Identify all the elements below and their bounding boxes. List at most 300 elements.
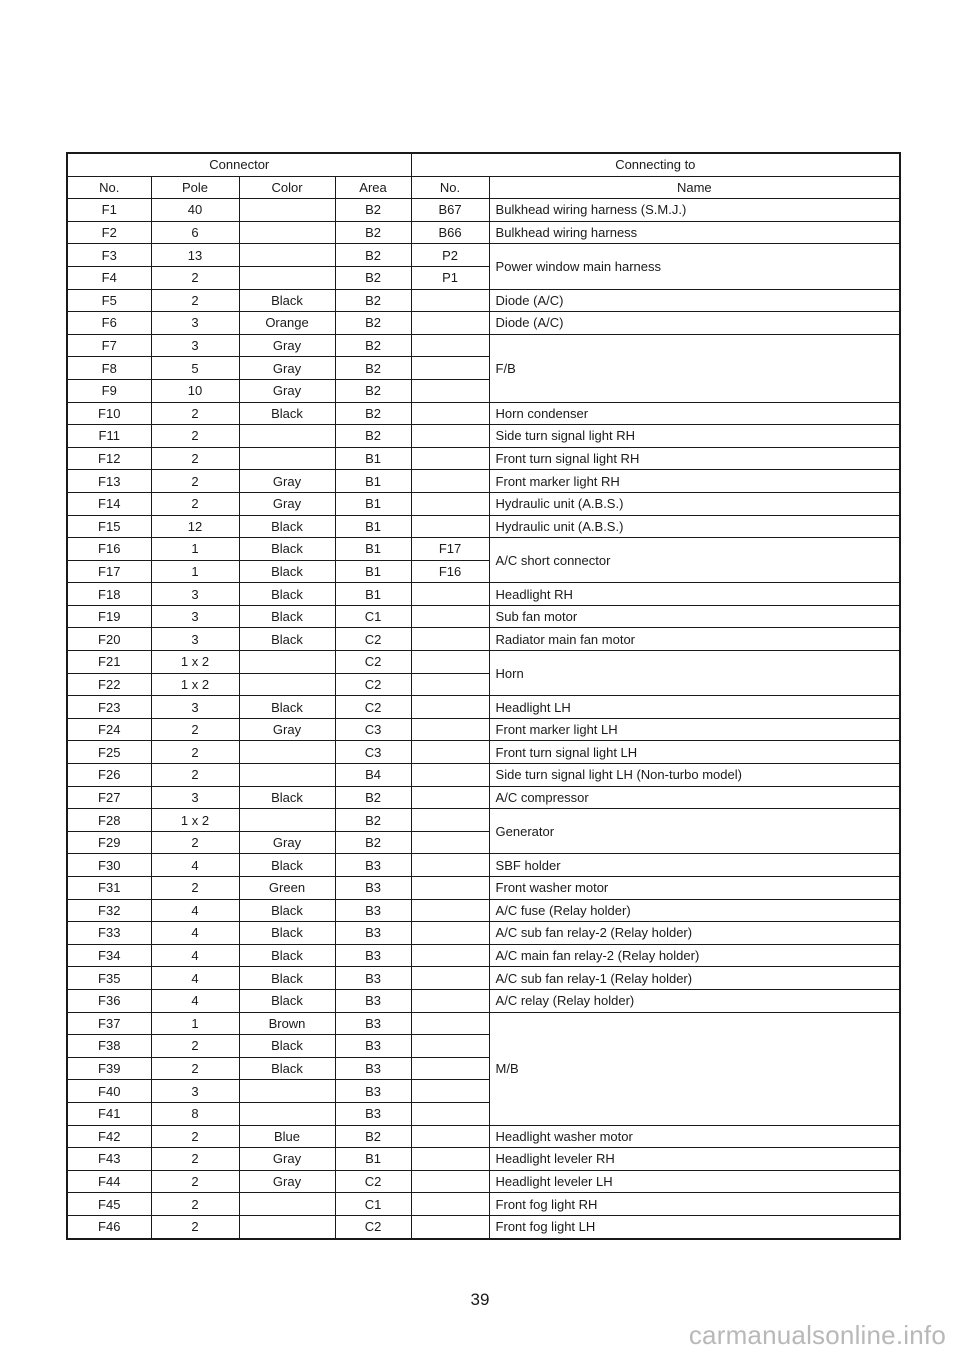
cell-pole: 2 bbox=[151, 1035, 239, 1058]
table-row bbox=[67, 628, 900, 651]
cell-area: B1 bbox=[335, 515, 411, 538]
cell-area: C2 bbox=[335, 696, 411, 719]
cell-to-no bbox=[411, 583, 489, 606]
cell-no: F29 bbox=[67, 831, 151, 854]
cell-name: Side turn signal light RH bbox=[489, 425, 900, 448]
cell-no: F35 bbox=[67, 967, 151, 990]
cell-area: B1 bbox=[335, 538, 411, 561]
cell-to-no bbox=[411, 922, 489, 945]
cell-area: B1 bbox=[335, 583, 411, 606]
cell-to-no bbox=[411, 1080, 489, 1103]
cell-color: Black bbox=[239, 967, 335, 990]
cell-pole: 2 bbox=[151, 492, 239, 515]
cell-area: B2 bbox=[335, 312, 411, 335]
cell-area: B2 bbox=[335, 786, 411, 809]
cell-name: Bulkhead wiring harness (S.M.J.) bbox=[489, 199, 900, 222]
table-row bbox=[67, 334, 900, 357]
cell-name: A/C sub fan relay-2 (Relay holder) bbox=[489, 922, 900, 945]
cell-no: F31 bbox=[67, 877, 151, 900]
cell-area: C2 bbox=[335, 673, 411, 696]
cell-to-no bbox=[411, 1125, 489, 1148]
cell-no: F5 bbox=[67, 289, 151, 312]
header-column-row bbox=[67, 176, 900, 199]
table-row bbox=[67, 402, 900, 425]
cell-to-no bbox=[411, 470, 489, 493]
cell-to-no bbox=[411, 877, 489, 900]
cell-pole: 6 bbox=[151, 221, 239, 244]
cell-pole: 1 bbox=[151, 538, 239, 561]
cell-to-no bbox=[411, 425, 489, 448]
cell-pole: 3 bbox=[151, 334, 239, 357]
cell-color bbox=[239, 673, 335, 696]
cell-area: B2 bbox=[335, 402, 411, 425]
table-row bbox=[67, 312, 900, 335]
cell-color: Black bbox=[239, 538, 335, 561]
cell-area: B4 bbox=[335, 764, 411, 787]
table-row bbox=[67, 289, 900, 312]
header-area: Area bbox=[335, 176, 411, 199]
cell-color: Blue bbox=[239, 1125, 335, 1148]
cell-area: B1 bbox=[335, 492, 411, 515]
cell-color: Black bbox=[239, 786, 335, 809]
table-row bbox=[67, 696, 900, 719]
cell-no: F18 bbox=[67, 583, 151, 606]
cell-no: F41 bbox=[67, 1102, 151, 1125]
cell-no: F27 bbox=[67, 786, 151, 809]
cell-color: Black bbox=[239, 583, 335, 606]
cell-color: Black bbox=[239, 922, 335, 945]
cell-pole: 2 bbox=[151, 1193, 239, 1216]
cell-color bbox=[239, 244, 335, 267]
cell-to-no bbox=[411, 1148, 489, 1171]
cell-color bbox=[239, 1080, 335, 1103]
header-name: Name bbox=[489, 176, 900, 199]
cell-pole: 2 bbox=[151, 266, 239, 289]
cell-no: F39 bbox=[67, 1057, 151, 1080]
cell-pole: 4 bbox=[151, 922, 239, 945]
header-no: No. bbox=[67, 176, 151, 199]
table-row bbox=[67, 786, 900, 809]
cell-no: F20 bbox=[67, 628, 151, 651]
table-row bbox=[67, 583, 900, 606]
cell-no: F10 bbox=[67, 402, 151, 425]
cell-to-no bbox=[411, 989, 489, 1012]
cell-to-no: F17 bbox=[411, 538, 489, 561]
cell-to-no bbox=[411, 605, 489, 628]
cell-pole: 4 bbox=[151, 854, 239, 877]
cell-name: SBF holder bbox=[489, 854, 900, 877]
cell-color: Brown bbox=[239, 1012, 335, 1035]
cell-area: B1 bbox=[335, 1148, 411, 1171]
cell-name: Sub fan motor bbox=[489, 605, 900, 628]
cell-to-no bbox=[411, 289, 489, 312]
cell-name: Front turn signal light RH bbox=[489, 447, 900, 470]
cell-color bbox=[239, 764, 335, 787]
cell-to-no bbox=[411, 741, 489, 764]
cell-to-no bbox=[411, 809, 489, 832]
table-row bbox=[67, 651, 900, 674]
cell-area: B3 bbox=[335, 854, 411, 877]
cell-area: C1 bbox=[335, 605, 411, 628]
table-row bbox=[67, 718, 900, 741]
cell-area: B2 bbox=[335, 1125, 411, 1148]
cell-no: F12 bbox=[67, 447, 151, 470]
cell-to-no bbox=[411, 357, 489, 380]
cell-color bbox=[239, 425, 335, 448]
cell-to-no bbox=[411, 334, 489, 357]
cell-no: F24 bbox=[67, 718, 151, 741]
cell-color bbox=[239, 809, 335, 832]
cell-name: M/B bbox=[489, 1012, 900, 1125]
cell-pole: 2 bbox=[151, 1057, 239, 1080]
table-row bbox=[67, 425, 900, 448]
header-connector: Connector bbox=[67, 153, 411, 176]
cell-area: B2 bbox=[335, 199, 411, 222]
cell-pole: 1 bbox=[151, 1012, 239, 1035]
cell-area: B3 bbox=[335, 922, 411, 945]
cell-no: F14 bbox=[67, 492, 151, 515]
cell-color bbox=[239, 199, 335, 222]
cell-color: Black bbox=[239, 560, 335, 583]
cell-to-no bbox=[411, 1193, 489, 1216]
table-row bbox=[67, 538, 900, 561]
cell-no: F8 bbox=[67, 357, 151, 380]
cell-pole: 4 bbox=[151, 967, 239, 990]
cell-name: A/C relay (Relay holder) bbox=[489, 989, 900, 1012]
cell-no: F28 bbox=[67, 809, 151, 832]
cell-area: C2 bbox=[335, 628, 411, 651]
cell-color: Black bbox=[239, 696, 335, 719]
cell-pole: 2 bbox=[151, 1170, 239, 1193]
cell-to-no bbox=[411, 628, 489, 651]
header-to-no: No. bbox=[411, 176, 489, 199]
cell-name: A/C fuse (Relay holder) bbox=[489, 899, 900, 922]
cell-name: Headlight leveler RH bbox=[489, 1148, 900, 1171]
cell-no: F22 bbox=[67, 673, 151, 696]
cell-name: Bulkhead wiring harness bbox=[489, 221, 900, 244]
cell-no: F37 bbox=[67, 1012, 151, 1035]
cell-to-no bbox=[411, 447, 489, 470]
cell-no: F9 bbox=[67, 379, 151, 402]
cell-to-no bbox=[411, 379, 489, 402]
cell-name: Diode (A/C) bbox=[489, 312, 900, 335]
cell-to-no: B66 bbox=[411, 221, 489, 244]
cell-area: B2 bbox=[335, 289, 411, 312]
cell-color bbox=[239, 221, 335, 244]
cell-pole: 2 bbox=[151, 447, 239, 470]
cell-color: Black bbox=[239, 605, 335, 628]
cell-no: F40 bbox=[67, 1080, 151, 1103]
table-row bbox=[67, 447, 900, 470]
cell-area: B3 bbox=[335, 1057, 411, 1080]
table-row bbox=[67, 967, 900, 990]
watermark: carmanualsonline.info bbox=[688, 1320, 946, 1350]
table-row bbox=[67, 492, 900, 515]
cell-pole: 4 bbox=[151, 899, 239, 922]
cell-color: Black bbox=[239, 899, 335, 922]
cell-to-no bbox=[411, 786, 489, 809]
cell-color: Gray bbox=[239, 1170, 335, 1193]
cell-name: Front washer motor bbox=[489, 877, 900, 900]
cell-to-no bbox=[411, 515, 489, 538]
cell-name: Radiator main fan motor bbox=[489, 628, 900, 651]
cell-color: Gray bbox=[239, 831, 335, 854]
cell-pole: 3 bbox=[151, 786, 239, 809]
cell-name: Side turn signal light LH (Non-turbo model) bbox=[489, 764, 900, 787]
cell-area: C2 bbox=[335, 1215, 411, 1238]
cell-name: Headlight washer motor bbox=[489, 1125, 900, 1148]
cell-pole: 2 bbox=[151, 764, 239, 787]
cell-no: F11 bbox=[67, 425, 151, 448]
cell-color bbox=[239, 1193, 335, 1216]
cell-pole: 2 bbox=[151, 402, 239, 425]
cell-no: F4 bbox=[67, 266, 151, 289]
cell-to-no bbox=[411, 1102, 489, 1125]
cell-area: B2 bbox=[335, 334, 411, 357]
cell-area: C2 bbox=[335, 1170, 411, 1193]
table-row bbox=[67, 1148, 900, 1171]
cell-no: F6 bbox=[67, 312, 151, 335]
table-row bbox=[67, 764, 900, 787]
cell-no: F45 bbox=[67, 1193, 151, 1216]
cell-color: Gray bbox=[239, 718, 335, 741]
cell-area: B1 bbox=[335, 447, 411, 470]
cell-color: Gray bbox=[239, 470, 335, 493]
header-color: Color bbox=[239, 176, 335, 199]
cell-color: Black bbox=[239, 628, 335, 651]
cell-name: Headlight LH bbox=[489, 696, 900, 719]
cell-color: Gray bbox=[239, 357, 335, 380]
cell-color: Green bbox=[239, 877, 335, 900]
cell-pole: 13 bbox=[151, 244, 239, 267]
cell-color bbox=[239, 651, 335, 674]
cell-to-no bbox=[411, 831, 489, 854]
cell-pole: 2 bbox=[151, 831, 239, 854]
header-group-row bbox=[67, 153, 900, 176]
table-row bbox=[67, 199, 900, 222]
table-row bbox=[67, 1012, 900, 1035]
cell-no: F30 bbox=[67, 854, 151, 877]
table-row bbox=[67, 1170, 900, 1193]
cell-color bbox=[239, 1102, 335, 1125]
cell-no: F13 bbox=[67, 470, 151, 493]
cell-pole: 2 bbox=[151, 741, 239, 764]
cell-area: B2 bbox=[335, 244, 411, 267]
cell-to-no bbox=[411, 854, 489, 877]
cell-pole: 2 bbox=[151, 470, 239, 493]
cell-area: B2 bbox=[335, 809, 411, 832]
connector-table bbox=[66, 152, 901, 1240]
cell-area: C2 bbox=[335, 651, 411, 674]
cell-area: B3 bbox=[335, 899, 411, 922]
cell-pole: 2 bbox=[151, 425, 239, 448]
table-row bbox=[67, 809, 900, 832]
cell-to-no bbox=[411, 651, 489, 674]
table-row bbox=[67, 605, 900, 628]
cell-color: Black bbox=[239, 402, 335, 425]
cell-pole: 10 bbox=[151, 379, 239, 402]
page-number: 39 bbox=[470, 1290, 490, 1309]
cell-no: F19 bbox=[67, 605, 151, 628]
cell-to-no: P2 bbox=[411, 244, 489, 267]
cell-no: F25 bbox=[67, 741, 151, 764]
cell-no: F3 bbox=[67, 244, 151, 267]
cell-to-no bbox=[411, 1012, 489, 1035]
cell-color: Gray bbox=[239, 1148, 335, 1171]
table-row bbox=[67, 221, 900, 244]
cell-name: Front fog light LH bbox=[489, 1215, 900, 1238]
cell-to-no bbox=[411, 967, 489, 990]
cell-pole: 3 bbox=[151, 605, 239, 628]
cell-color: Orange bbox=[239, 312, 335, 335]
cell-pole: 2 bbox=[151, 1215, 239, 1238]
cell-no: F16 bbox=[67, 538, 151, 561]
cell-no: F7 bbox=[67, 334, 151, 357]
cell-pole: 4 bbox=[151, 944, 239, 967]
cell-no: F44 bbox=[67, 1170, 151, 1193]
table-row bbox=[67, 944, 900, 967]
cell-color: Gray bbox=[239, 492, 335, 515]
cell-pole: 3 bbox=[151, 628, 239, 651]
cell-pole: 3 bbox=[151, 583, 239, 606]
cell-pole: 12 bbox=[151, 515, 239, 538]
cell-area: B3 bbox=[335, 877, 411, 900]
cell-area: B2 bbox=[335, 221, 411, 244]
cell-to-no bbox=[411, 492, 489, 515]
cell-color bbox=[239, 1215, 335, 1238]
cell-pole: 3 bbox=[151, 312, 239, 335]
cell-name: Power window main harness bbox=[489, 244, 900, 289]
table-row bbox=[67, 899, 900, 922]
cell-pole: 1 bbox=[151, 560, 239, 583]
cell-to-no bbox=[411, 1215, 489, 1238]
table-row bbox=[67, 922, 900, 945]
cell-no: F46 bbox=[67, 1215, 151, 1238]
table-row bbox=[67, 989, 900, 1012]
cell-name: F/B bbox=[489, 334, 900, 402]
cell-color: Black bbox=[239, 989, 335, 1012]
cell-name: Headlight RH bbox=[489, 583, 900, 606]
table-row bbox=[67, 515, 900, 538]
cell-area: B2 bbox=[335, 831, 411, 854]
cell-to-no bbox=[411, 1170, 489, 1193]
cell-name: Horn condenser bbox=[489, 402, 900, 425]
cell-name: A/C sub fan relay-1 (Relay holder) bbox=[489, 967, 900, 990]
table-body bbox=[67, 199, 900, 1239]
cell-no: F21 bbox=[67, 651, 151, 674]
cell-color: Black bbox=[239, 289, 335, 312]
cell-color: Black bbox=[239, 515, 335, 538]
cell-area: B3 bbox=[335, 1102, 411, 1125]
cell-area: B2 bbox=[335, 266, 411, 289]
header-pole: Pole bbox=[151, 176, 239, 199]
cell-no: F33 bbox=[67, 922, 151, 945]
cell-area: B3 bbox=[335, 967, 411, 990]
cell-to-no bbox=[411, 312, 489, 335]
cell-area: C1 bbox=[335, 1193, 411, 1216]
cell-name: Generator bbox=[489, 809, 900, 854]
cell-color bbox=[239, 447, 335, 470]
cell-name: Hydraulic unit (A.B.S.) bbox=[489, 492, 900, 515]
cell-pole: 1 x 2 bbox=[151, 809, 239, 832]
cell-no: F32 bbox=[67, 899, 151, 922]
cell-to-no bbox=[411, 899, 489, 922]
table-row bbox=[67, 854, 900, 877]
cell-pole: 1 x 2 bbox=[151, 673, 239, 696]
cell-pole: 40 bbox=[151, 199, 239, 222]
cell-pole: 2 bbox=[151, 289, 239, 312]
cell-color: Black bbox=[239, 944, 335, 967]
cell-pole: 2 bbox=[151, 1125, 239, 1148]
cell-area: B2 bbox=[335, 357, 411, 380]
cell-no: F34 bbox=[67, 944, 151, 967]
cell-pole: 2 bbox=[151, 1148, 239, 1171]
cell-name: A/C compressor bbox=[489, 786, 900, 809]
cell-to-no bbox=[411, 718, 489, 741]
table-row bbox=[67, 470, 900, 493]
cell-name: Front turn signal light LH bbox=[489, 741, 900, 764]
cell-no: F1 bbox=[67, 199, 151, 222]
cell-area: B3 bbox=[335, 989, 411, 1012]
cell-color bbox=[239, 266, 335, 289]
table-row bbox=[67, 244, 900, 267]
cell-color: Black bbox=[239, 1035, 335, 1058]
cell-area: B3 bbox=[335, 1035, 411, 1058]
cell-pole: 3 bbox=[151, 696, 239, 719]
cell-area: B3 bbox=[335, 1012, 411, 1035]
cell-to-no bbox=[411, 944, 489, 967]
cell-color: Black bbox=[239, 1057, 335, 1080]
cell-pole: 5 bbox=[151, 357, 239, 380]
table-row bbox=[67, 877, 900, 900]
cell-area: B3 bbox=[335, 944, 411, 967]
cell-to-no bbox=[411, 402, 489, 425]
cell-pole: 2 bbox=[151, 718, 239, 741]
cell-no: F43 bbox=[67, 1148, 151, 1171]
cell-name: Diode (A/C) bbox=[489, 289, 900, 312]
cell-to-no bbox=[411, 696, 489, 719]
cell-area: C3 bbox=[335, 741, 411, 764]
cell-color: Gray bbox=[239, 334, 335, 357]
cell-area: B1 bbox=[335, 470, 411, 493]
cell-no: F23 bbox=[67, 696, 151, 719]
cell-name: Horn bbox=[489, 651, 900, 696]
cell-pole: 2 bbox=[151, 877, 239, 900]
cell-no: F42 bbox=[67, 1125, 151, 1148]
cell-no: F15 bbox=[67, 515, 151, 538]
cell-pole: 3 bbox=[151, 1080, 239, 1103]
cell-no: F17 bbox=[67, 560, 151, 583]
table-row bbox=[67, 1215, 900, 1238]
cell-area: B2 bbox=[335, 379, 411, 402]
table-row bbox=[67, 1193, 900, 1216]
cell-color bbox=[239, 741, 335, 764]
cell-no: F2 bbox=[67, 221, 151, 244]
cell-no: F38 bbox=[67, 1035, 151, 1058]
cell-to-no bbox=[411, 1035, 489, 1058]
cell-to-no: F16 bbox=[411, 560, 489, 583]
cell-color: Gray bbox=[239, 379, 335, 402]
cell-pole: 4 bbox=[151, 989, 239, 1012]
table-row bbox=[67, 1125, 900, 1148]
cell-to-no bbox=[411, 673, 489, 696]
cell-no: F36 bbox=[67, 989, 151, 1012]
cell-area: B1 bbox=[335, 560, 411, 583]
header-connecting-to: Connecting to bbox=[411, 153, 900, 176]
cell-area: B2 bbox=[335, 425, 411, 448]
cell-name: Front marker light RH bbox=[489, 470, 900, 493]
cell-to-no bbox=[411, 764, 489, 787]
